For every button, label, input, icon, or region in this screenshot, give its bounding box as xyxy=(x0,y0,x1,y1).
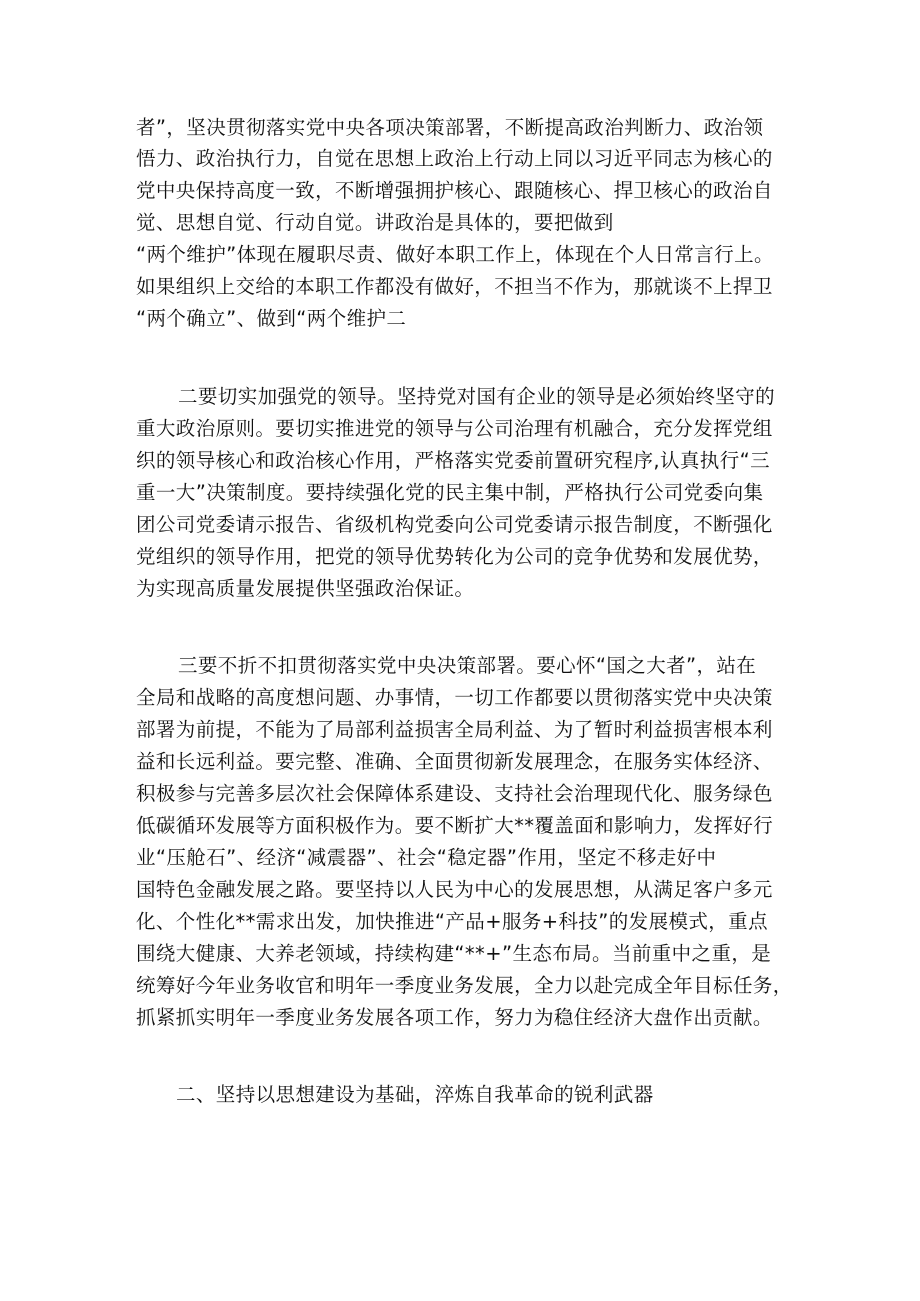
text-line: 重一大”决策制度。要持续强化党的民主集中制，严格执行公司党委向集 xyxy=(136,481,764,504)
text-line: “两个维护”体现在履职尽责、做好本职工作上，体现在个人日常言行上。 xyxy=(136,243,774,266)
text-line: 部署为前提，不能为了局部利益损害全局利益、为了暂时利益损害根本利 xyxy=(136,718,773,741)
text-line: 党组织的领导作用，把党的领导优势转化为公司的竞争优势和发展优势， xyxy=(136,545,773,568)
text-line: 如果组织上交给的本职工作都没有做好，不担当不作为，那就谈不上捍卫 xyxy=(136,275,773,298)
text-line: 者”，坚决贯彻落实党中央各项决策部署，不断提高政治判断力、政治领 xyxy=(136,116,764,139)
text-line: 觉、思想自觉、行动自觉。讲政治是具体的，要把做到 xyxy=(136,211,614,234)
text-line: 重大政治原则。要切实推进党的领导与公司治理有机融合，充分发挥党组 xyxy=(136,417,773,440)
text-line: 全局和战略的高度想问题、办事情，一切工作都要以贯彻落实党中央决策 xyxy=(136,686,773,709)
text-line: 统筹好今年业务收官和明年一季度业务发展，全力以赴完成全年目标任务， xyxy=(136,974,793,997)
text-line: 国特色金融发展之路。要坚持以人民为中心的发展思想，从满足客户多元 xyxy=(136,878,773,901)
text-line: 织的领导核心和政治核心作用，严格落实党委前置研究程序,认真执行“三 xyxy=(136,449,771,472)
text-line: 业“压舱石”、经济“减震器”、社会“稳定器”作用，坚定不移走好中 xyxy=(136,846,717,869)
text-line: “两个确立”、做到“两个维护二 xyxy=(136,307,407,330)
text-line: 二要切实加强党的领导。坚持党对国有企业的领导是必须始终坚守的 xyxy=(178,385,776,408)
text-line: 益和长远利益。要完整、准确、全面贯彻新发展理念，在服务实体经济、 xyxy=(136,750,773,773)
text-line: 为实现高质量发展提供坚强政治保证。 xyxy=(136,577,475,600)
text-line: 化、个性化**需求出发，加快推进“产品+服务+科技”的发展模式，重点 xyxy=(136,910,768,933)
text-line: 团公司党委请示报告、省级机构党委向公司党委请示报告制度，不断强化 xyxy=(136,513,773,536)
text-line: 围绕大健康、大养老领域，持续构建“**+”生态布局。当前重中之重，是 xyxy=(136,942,772,965)
text-line: 三要不折不扣贯彻落实党中央决策部署。要心怀“国之大者”，站在 xyxy=(178,654,757,677)
text-line: 抓紧抓实明年一季度业务发展各项工作，努力为稳住经济大盘作出贡献。 xyxy=(136,1006,773,1029)
text-line: 悟力、政治执行力，自觉在思想上政治上行动上同以习近平同志为核心的 xyxy=(136,147,773,170)
section-heading: 二、坚持以思想建设为基础，淬炼自我革命的锐利武器 xyxy=(176,1083,654,1106)
text-line: 积极参与完善多层次社会保障体系建设、支持社会治理现代化、服务绿色 xyxy=(136,782,773,805)
text-line: 低碳循环发展等方面积极作为。要不断扩大**覆盖面和影响力，发挥好行 xyxy=(136,814,774,837)
text-line: 党中央保持高度一致，不断增强拥护核心、跟随核心、捍卫核心的政治自 xyxy=(136,179,773,202)
